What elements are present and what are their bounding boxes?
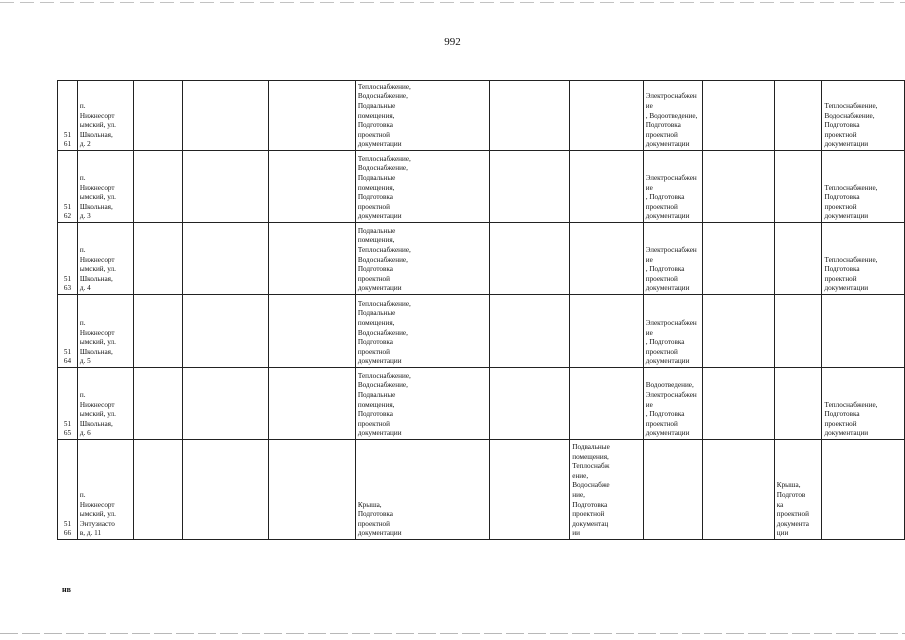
address-cell	[77, 223, 133, 295]
row-number-cell	[58, 368, 78, 440]
works-cell	[355, 223, 489, 295]
empty-cell	[703, 368, 774, 440]
address-cell	[77, 295, 133, 368]
empty-cell	[183, 295, 268, 368]
works-cell-text: Крыша, Подготов ка проектной документа ции	[776, 481, 809, 538]
works-cell	[489, 81, 569, 151]
works-cell	[355, 295, 489, 368]
works-cell	[355, 368, 489, 440]
works-cell	[489, 151, 569, 223]
works-cell	[822, 81, 905, 151]
works-cell	[822, 440, 905, 540]
works-cell-text: Подвальные помещения, Теплоснабж ение, Водоснабже ние, Подготовка проектной документац ии	[572, 443, 610, 538]
works-cell	[570, 223, 643, 295]
works-cell	[774, 223, 822, 295]
address-cell-text: п. Нижнесорт ымский, ул. Школьная, д. 4	[79, 246, 116, 293]
works-cell	[570, 368, 643, 440]
address-cell	[77, 440, 133, 540]
table-row	[58, 81, 905, 151]
empty-cell	[183, 440, 268, 540]
page-number: 992	[444, 36, 461, 48]
empty-cell	[268, 223, 355, 295]
works-cell-text: Теплоснабжение, Подвальные помещения, Водоснабжение, Подготовка проектной документации	[357, 299, 411, 366]
table-row	[58, 440, 905, 540]
empty-cell	[183, 368, 268, 440]
empty-cell	[703, 295, 774, 368]
works-cell-text: Теплоснабжение, Водоснабжение, Подвальные помещения, Подготовка проектной документации	[357, 82, 411, 149]
works-cell	[570, 151, 643, 223]
works-cell-text: Водоотведение, Электроснабжение , Подготовка проектной документации	[645, 381, 697, 438]
address-cell	[77, 151, 133, 223]
works-cell	[774, 151, 822, 223]
works-cell-text: Теплоснабжение, Подготовка проектной документации	[824, 183, 878, 221]
works-cell	[643, 368, 703, 440]
works-cell	[570, 81, 643, 151]
works-cell	[774, 440, 822, 540]
work-schedule-table	[57, 80, 905, 540]
works-cell	[355, 81, 489, 151]
works-cell-text: Теплоснабжение, Водоснабжение, Подвальные помещения, Подготовка проектной документации	[357, 154, 411, 221]
table-row	[58, 295, 905, 368]
empty-cell	[703, 440, 774, 540]
address-cell-text: п. Нижнесорт ымский, ул. Школьная, д. 3	[79, 174, 116, 221]
empty-cell	[133, 440, 183, 540]
empty-cell	[133, 295, 183, 368]
empty-cell	[133, 368, 183, 440]
scan-bottom-line	[0, 633, 905, 634]
row-number-cell	[58, 151, 78, 223]
works-cell	[822, 368, 905, 440]
works-cell	[489, 295, 569, 368]
empty-cell	[703, 151, 774, 223]
empty-cell	[183, 151, 268, 223]
row-number-cell-text: 51 63	[63, 274, 72, 293]
row-number-cell	[58, 223, 78, 295]
row-number-cell-text: 51 62	[63, 202, 72, 221]
works-cell	[570, 440, 643, 540]
empty-cell	[133, 151, 183, 223]
table-row	[58, 151, 905, 223]
row-number-cell-text: 51 61	[63, 130, 72, 149]
empty-cell	[133, 81, 183, 151]
table-row	[58, 223, 905, 295]
works-cell	[489, 368, 569, 440]
works-cell-text: Теплоснабжение, Водоснабжение, Подготовка проектной документации	[824, 102, 878, 149]
empty-cell	[703, 81, 774, 151]
works-cell-text: Электроснабжение , Подготовка проектной документации	[645, 174, 697, 221]
empty-cell	[268, 81, 355, 151]
works-cell-text: Электроснабжение , Водоотведение, Подготовка проектной документации	[645, 92, 698, 149]
works-cell-text: Теплоснабжение, Подготовка проектной документации	[824, 400, 878, 438]
works-cell	[643, 223, 703, 295]
row-number-cell-text: 51 65	[63, 419, 72, 438]
table-row	[58, 368, 905, 440]
works-cell	[643, 440, 703, 540]
works-cell-text: Подвальные помещения, Теплоснабжение, Водоснабжение, Подготовка проектной документации	[357, 226, 411, 293]
row-number-cell-text: 51 66	[63, 519, 72, 538]
works-cell	[774, 81, 822, 151]
works-cell	[643, 295, 703, 368]
scan-top-line	[0, 2, 905, 3]
works-cell	[489, 440, 569, 540]
works-cell	[570, 295, 643, 368]
works-cell	[822, 151, 905, 223]
works-cell	[822, 223, 905, 295]
row-number-cell-text: 51 64	[63, 347, 72, 366]
empty-cell	[268, 440, 355, 540]
address-cell	[77, 368, 133, 440]
works-cell	[774, 295, 822, 368]
empty-cell	[703, 223, 774, 295]
works-cell-text: Теплоснабжение, Подготовка проектной документации	[824, 255, 878, 293]
row-number-cell	[58, 440, 78, 540]
empty-cell	[133, 223, 183, 295]
works-cell-text: Теплоснабжение, Водоснабжение, Подвальные помещения, Подготовка проектной документации	[357, 371, 411, 438]
empty-cell	[183, 81, 268, 151]
empty-cell	[268, 368, 355, 440]
works-cell	[355, 440, 489, 540]
address-cell-text: п. Нижнесорт ымский, ул. Энтузиасто в, д. 11	[79, 491, 116, 538]
address-cell-text: п. Нижнесорт ымский, ул. Школьная, д. 6	[79, 391, 116, 438]
works-cell	[774, 368, 822, 440]
works-cell	[822, 295, 905, 368]
address-cell-text: п. Нижнесорт ымский, ул. Школьная, д. 2	[79, 102, 116, 149]
row-number-cell	[58, 295, 78, 368]
address-cell-text: п. Нижнесорт ымский, ул. Школьная, д. 5	[79, 319, 116, 366]
empty-cell	[268, 151, 355, 223]
empty-cell	[183, 223, 268, 295]
row-number-cell	[58, 81, 78, 151]
corner-mark: нв	[62, 585, 71, 594]
works-cell-text: Крыша, Подготовка проектной документации	[357, 500, 402, 538]
empty-cell	[268, 295, 355, 368]
works-cell-text: Электроснабжение , Подготовка проектной документации	[645, 319, 697, 366]
works-cell	[355, 151, 489, 223]
works-cell	[643, 151, 703, 223]
works-cell-text: Электроснабжение , Подготовка проектной документации	[645, 246, 697, 293]
address-cell	[77, 81, 133, 151]
works-cell	[643, 81, 703, 151]
works-cell	[489, 223, 569, 295]
